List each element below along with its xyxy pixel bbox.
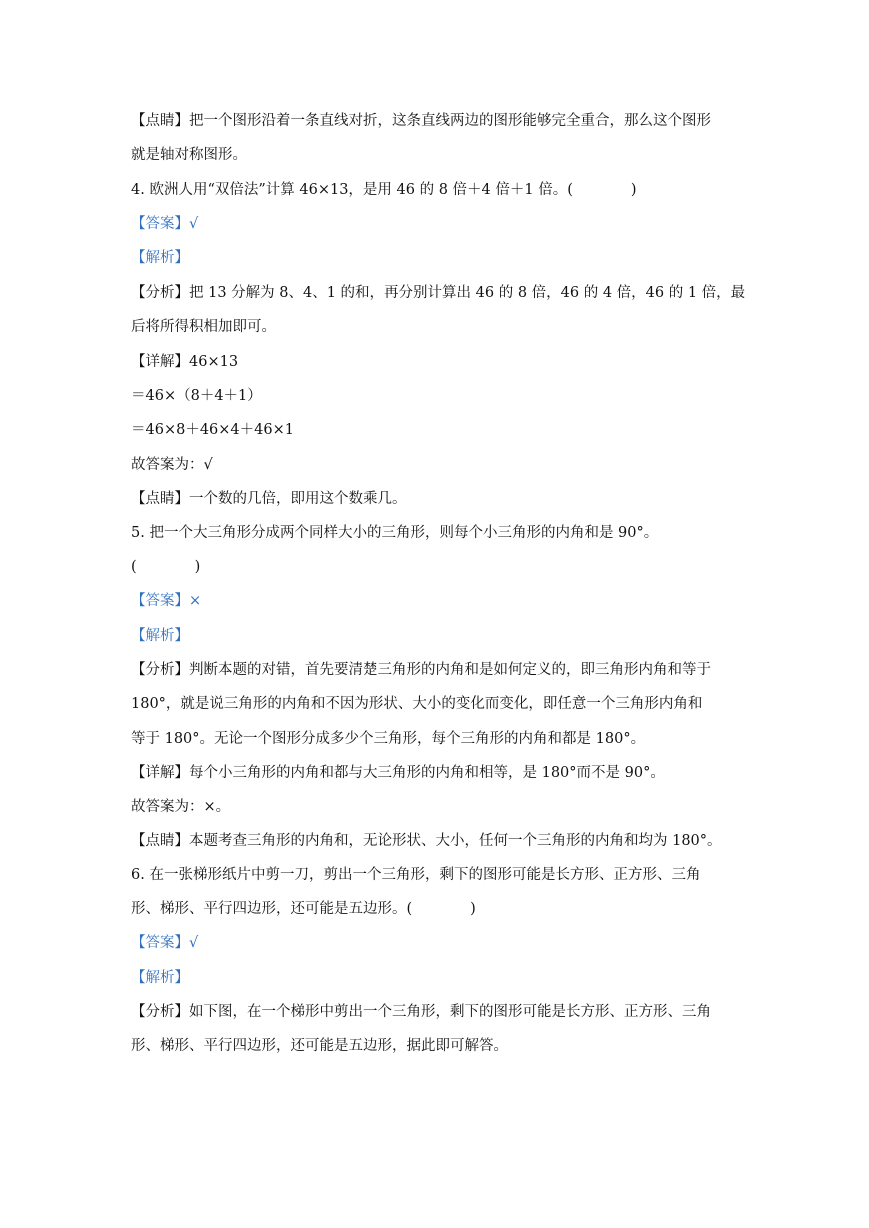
analysis-label-4: 【解析】	[131, 250, 189, 266]
dianjing-line-1: 【点睛】把一个图形沿着一条直线对折，这条直线两边的图形能够完全重合，那么这个图形	[131, 113, 711, 129]
fenxi-4-line-2: 后将所得积相加即可。	[131, 319, 276, 335]
answer-label-5: 【答案】×	[131, 593, 202, 609]
conclusion-5: 故答案为：×。	[131, 799, 231, 815]
fenxi-6-line-1: 【分析】如下图，在一个梯形中剪出一个三角形，剩下的图形可能是长方形、正方形、三角	[131, 1004, 711, 1020]
conclusion-4: 故答案为：√	[131, 457, 213, 473]
xiangjie-4-line-3: ＝46×8＋46×4＋46×1	[131, 422, 294, 438]
xiangjie-4-line-1: 【详解】46×13	[131, 354, 239, 370]
dianjing-5: 【点睛】本题考查三角形的内角和，无论形状、大小，任何一个三角形的内角和均为 180°。	[131, 833, 722, 849]
dianjing-line-2: 就是轴对称图形。	[131, 147, 247, 163]
question-6-line-2: 形、梯形、平行四边形，还可能是五边形。( )	[131, 901, 476, 917]
question-5: 5. 把一个大三角形分成两个同样大小的三角形，则每个小三角形的内角和是 90°。	[131, 525, 659, 541]
xiangjie-5: 【详解】每个小三角形的内角和都与大三角形的内角和相等，是 180°而不是 90°。	[131, 765, 665, 781]
fenxi-5-line-1: 【分析】判断本题的对错，首先要清楚三角形的内角和是如何定义的，即三角形内角和等于	[131, 662, 711, 678]
question-6-line-1: 6. 在一张梯形纸片中剪一刀，剪出一个三角形，剩下的图形可能是长方形、正方形、三角	[131, 867, 701, 883]
fenxi-5-line-3: 等于 180°。无论一个图形分成多少个三角形，每个三角形的内角和都是 180°。	[131, 731, 646, 747]
answer-label-4: 【答案】√	[131, 216, 199, 232]
question-5-blank: ( )	[131, 559, 201, 575]
dianjing-4: 【点睛】一个数的几倍，即用这个数乘几。	[131, 491, 407, 507]
fenxi-4-line-1: 【分析】把 13 分解为 8、4、1 的和，再分别计算出 46 的 8 倍，46 的 4 倍，46 的 1 倍，最	[131, 285, 746, 301]
fenxi-5-line-2: 180°，就是说三角形的内角和不因为形状、大小的变化而变化，即任意一个三角形内角和	[131, 696, 703, 712]
analysis-label-6: 【解析】	[131, 970, 189, 986]
fenxi-6-line-2: 形、梯形、平行四边形，还可能是五边形，据此即可解答。	[131, 1038, 508, 1054]
xiangjie-4-line-2: ＝46×（8＋4＋1）	[131, 388, 262, 404]
answer-label-6: 【答案】√	[131, 935, 199, 951]
analysis-label-5: 【解析】	[131, 628, 189, 644]
question-4: 4. 欧洲人用“双倍法”计算 46×13，是用 46 的 8 倍＋4 倍＋1 倍。( )	[131, 182, 637, 198]
